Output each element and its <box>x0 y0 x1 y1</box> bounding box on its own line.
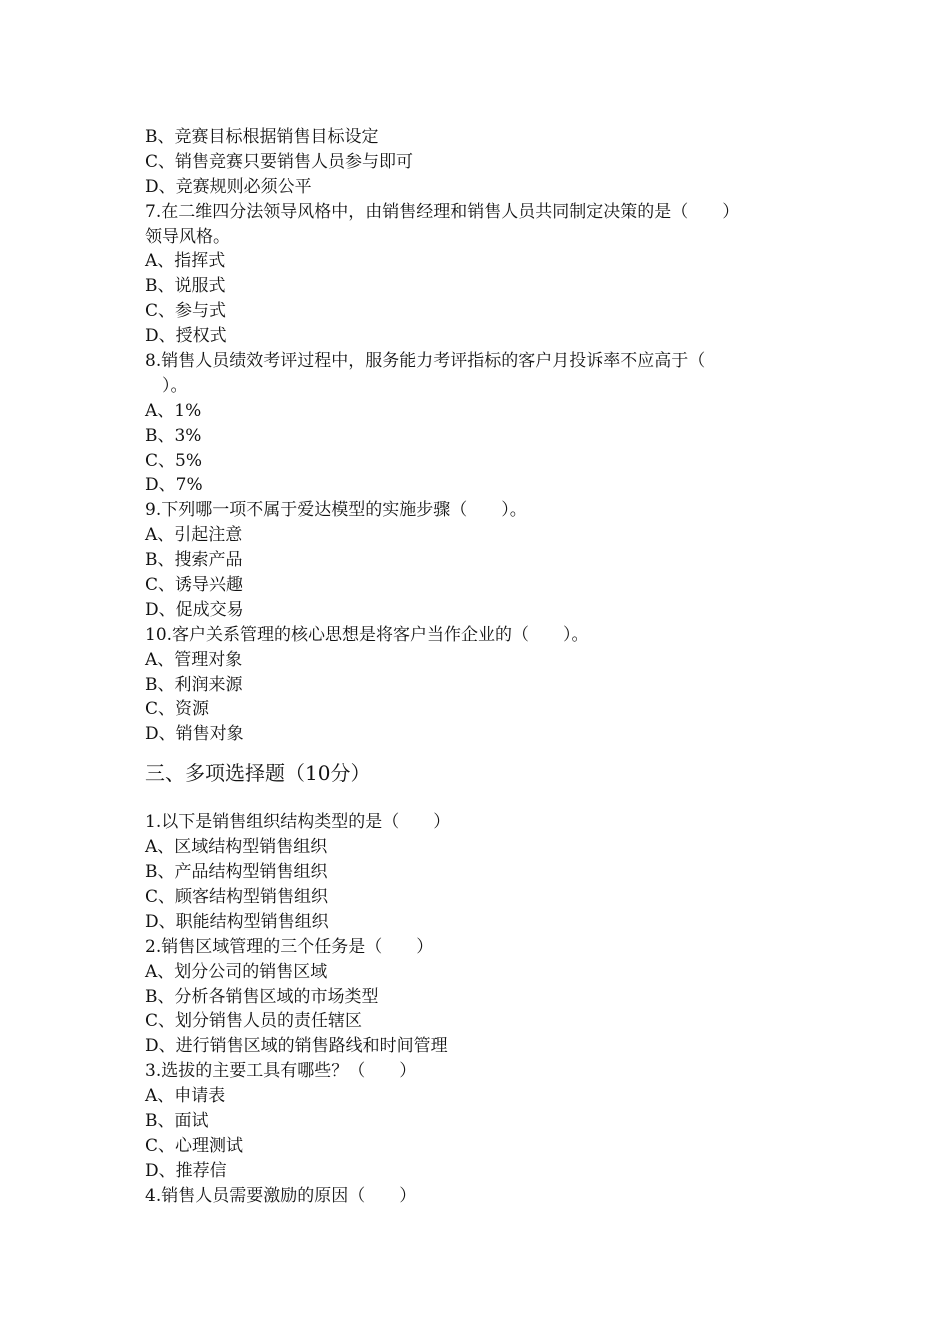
q7-option-d: D、授权式 <box>145 326 227 347</box>
s3-q2-option-c: C、划分销售人员的责任辖区 <box>145 1011 363 1032</box>
q10-option-c: C、资源 <box>145 699 210 720</box>
s3-q4-stem: 4.销售人员需要激励的原因（ ） <box>145 1185 417 1206</box>
q7-option-a: A、指挥式 <box>145 251 226 272</box>
s3-q1-option-a: A、区域结构型销售组织 <box>145 837 328 858</box>
s3-q1-option-b: B、产品结构型销售组织 <box>145 862 328 883</box>
q6-option-d: D、竞赛规则必须公平 <box>145 176 312 197</box>
s3-q2-option-b: B、分析各销售区域的市场类型 <box>145 986 379 1007</box>
q8-option-b: B、3% <box>145 425 202 446</box>
q8-stem-line1: 8.销售人员绩效考评过程中，服务能力考评指标的客户月投诉率不应高于（ <box>145 351 706 372</box>
q8-option-d: D、7% <box>145 475 203 496</box>
s3-q3-option-d: D、推荐信 <box>145 1160 227 1181</box>
s3-q1-stem: 1.以下是销售组织结构类型的是（ ） <box>145 812 451 833</box>
section-heading-multiple-choice: 三、多项选择题（10分） <box>145 761 371 786</box>
q9-option-b: B、搜索产品 <box>145 550 243 571</box>
q8-stem-line2: ）。 <box>145 375 188 396</box>
s3-q2-option-d: D、进行销售区域的销售路线和时间管理 <box>145 1036 448 1057</box>
q8-option-c: C、5% <box>145 450 202 471</box>
q7-option-b: B、说服式 <box>145 276 226 297</box>
s3-q3-option-b: B、面试 <box>145 1110 209 1131</box>
q8-option-a: A、1% <box>145 400 202 421</box>
s3-q1-option-d: D、职能结构型销售组织 <box>145 911 329 932</box>
q6-option-c: C、销售竞赛只要销售人员参与即可 <box>145 151 414 172</box>
q7-stem-line2: 领导风格。 <box>145 226 230 247</box>
q9-option-d: D、促成交易 <box>145 599 244 620</box>
s3-q3-option-a: A、申请表 <box>145 1086 226 1107</box>
s3-q3-option-c: C、心理测试 <box>145 1135 244 1156</box>
s3-q2-stem: 2.销售区域管理的三个任务是（ ） <box>145 936 434 957</box>
q7-stem-line1: 7.在二维四分法领导风格中，由销售经理和销售人员共同制定决策的是（ ） <box>145 201 740 222</box>
q10-option-d: D、销售对象 <box>145 724 244 745</box>
q6-option-b: B、竞赛目标根据销售目标设定 <box>145 127 379 147</box>
q10-stem: 10.客户关系管理的核心思想是将客户当作企业的（ ）。 <box>145 624 589 645</box>
q10-option-b: B、利润来源 <box>145 674 243 695</box>
s3-q1-option-c: C、顾客结构型销售组织 <box>145 886 329 907</box>
q10-option-a: A、管理对象 <box>145 649 243 670</box>
q9-stem: 9.下列哪一项不属于爱达模型的实施步骤（ ）。 <box>145 500 527 521</box>
s3-q2-option-a: A、划分公司的销售区域 <box>145 961 328 982</box>
q7-option-c: C、参与式 <box>145 301 227 322</box>
document-content <box>145 125 805 1209</box>
s3-q3-stem: 3.选拔的主要工具有哪些？（ ） <box>145 1061 417 1082</box>
q9-option-c: C、诱导兴趣 <box>145 575 244 596</box>
q9-option-a: A、引起注意 <box>145 525 243 546</box>
